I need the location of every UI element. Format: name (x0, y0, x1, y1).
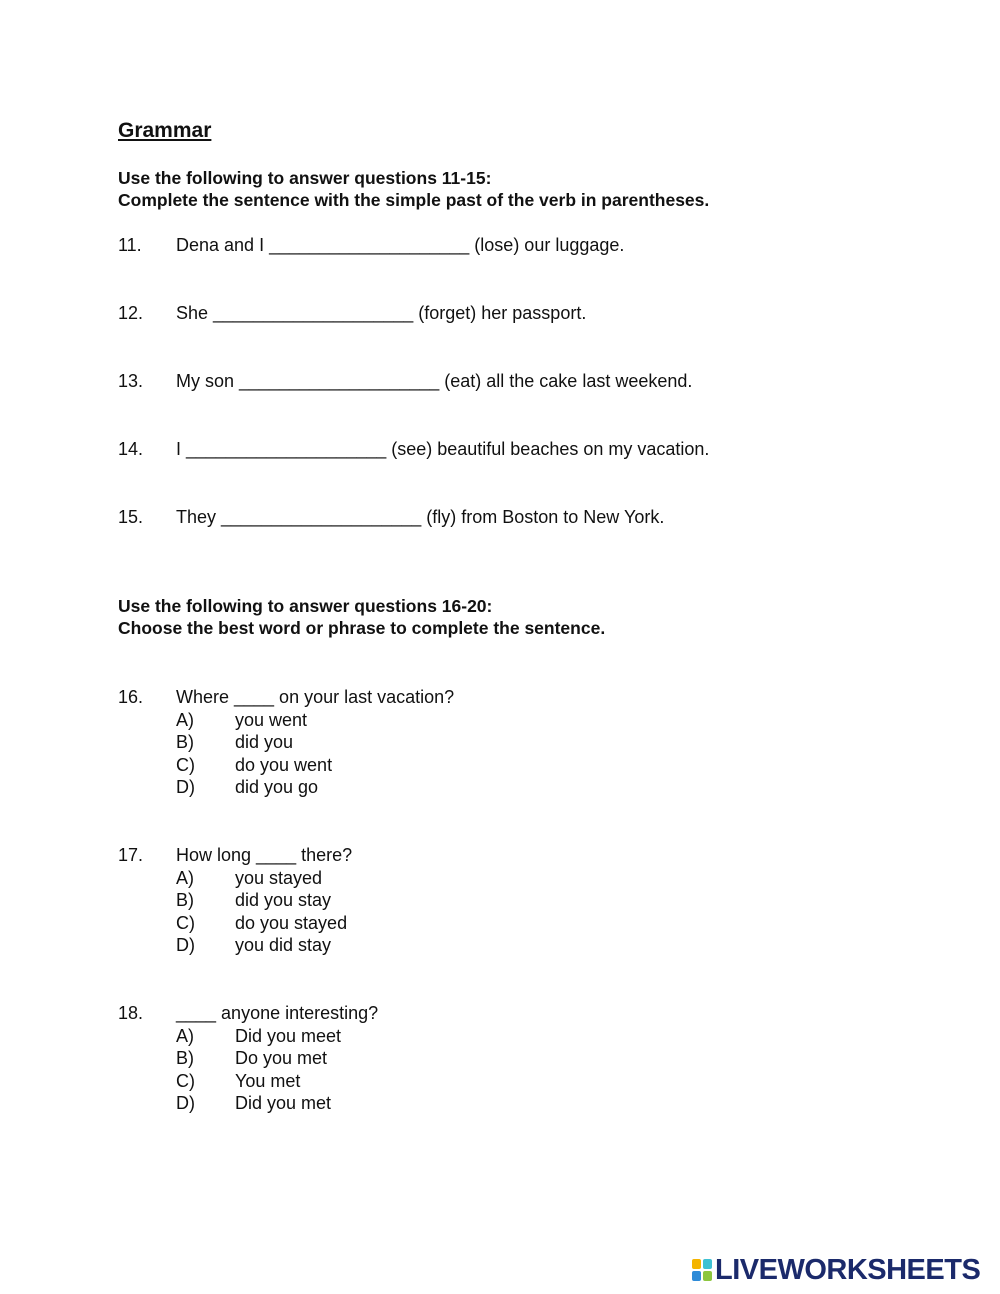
answer-blank[interactable]: ____________________ (269, 235, 470, 255)
section1-intro-line2: Complete the sentence with the simple past of the verb in parentheses. (118, 190, 710, 210)
question-text: Dena and I ____________________ (lose) our luggage. (176, 235, 625, 255)
option-text[interactable]: Do you met (235, 1048, 328, 1069)
section1-intro-line1: Use the following to answer questions 11-15: (118, 168, 492, 188)
option-text[interactable]: did you (235, 732, 294, 753)
question-text: ____ anyone interesting? (176, 1003, 379, 1023)
question-text: I ____________________ (see) beautiful beaches on my vacation. (176, 439, 710, 459)
logo-tile-cyan (703, 1259, 712, 1269)
option-text[interactable]: did you stay (235, 890, 332, 911)
section2-intro-line2: Choose the best word or phrase to complete the sentence. (118, 618, 606, 638)
section2-instructions (118, 595, 605, 639)
liveworksheets-logo[interactable] (692, 1254, 980, 1286)
logo-tile-green (703, 1271, 712, 1281)
option-text[interactable]: did you go (235, 777, 319, 798)
option-text[interactable]: Did you met (235, 1093, 332, 1114)
question-number: 14. (118, 439, 144, 459)
page-title: Grammar (118, 119, 212, 142)
answer-blank[interactable]: ____________________ (186, 439, 387, 459)
option-letter: A) (176, 867, 194, 888)
section1-instructions (118, 167, 709, 211)
option-letter: A) (176, 709, 194, 730)
option-text[interactable]: Did you meet (235, 1025, 342, 1046)
question-number: 13. (118, 371, 144, 391)
question-number: 12. (118, 303, 144, 323)
logo-text: LIVEWORKSHEETS (715, 1254, 981, 1286)
question-text: How long ____ there? (176, 845, 353, 865)
question-number: 15. (118, 507, 144, 527)
question-text: My son ____________________ (eat) all the cake last weekend. (176, 371, 693, 391)
question-number: 17. (118, 845, 144, 865)
logo-tile-blue (692, 1271, 701, 1281)
option-letter: C) (176, 912, 195, 933)
question-text: She ____________________ (forget) her passport. (176, 303, 587, 323)
answer-blank[interactable]: ____________________ (221, 507, 422, 527)
option-text[interactable]: you stayed (235, 867, 323, 888)
question-number: 18. (118, 1003, 144, 1023)
question-text: They ____________________ (fly) from Boston to New York. (176, 507, 665, 527)
logo-tiles-icon (692, 1259, 712, 1281)
answer-blank[interactable]: ____________________ (213, 303, 414, 323)
section2-intro-line1: Use the following to answer questions 16-20: (118, 596, 493, 616)
question-number: 16. (118, 687, 144, 707)
option-letter: B) (176, 1048, 194, 1069)
question-number: 11. (118, 235, 142, 255)
option-text[interactable]: do you stayed (235, 912, 348, 933)
option-letter: C) (176, 754, 195, 775)
option-text[interactable]: You met (235, 1070, 301, 1091)
option-text[interactable]: you did stay (235, 935, 332, 956)
logo-tile-yellow (692, 1259, 701, 1269)
option-letter: C) (176, 1070, 195, 1091)
option-letter: D) (176, 1093, 195, 1114)
answer-blank[interactable]: ____________________ (239, 371, 440, 391)
option-letter: A) (176, 1025, 194, 1046)
question-text: Where ____ on your last vacation? (176, 687, 455, 707)
option-letter: D) (176, 777, 195, 798)
option-text[interactable]: you went (235, 709, 308, 730)
option-letter: B) (176, 890, 194, 911)
option-letter: B) (176, 732, 194, 753)
option-text[interactable]: do you went (235, 754, 333, 775)
option-letter: D) (176, 935, 195, 956)
